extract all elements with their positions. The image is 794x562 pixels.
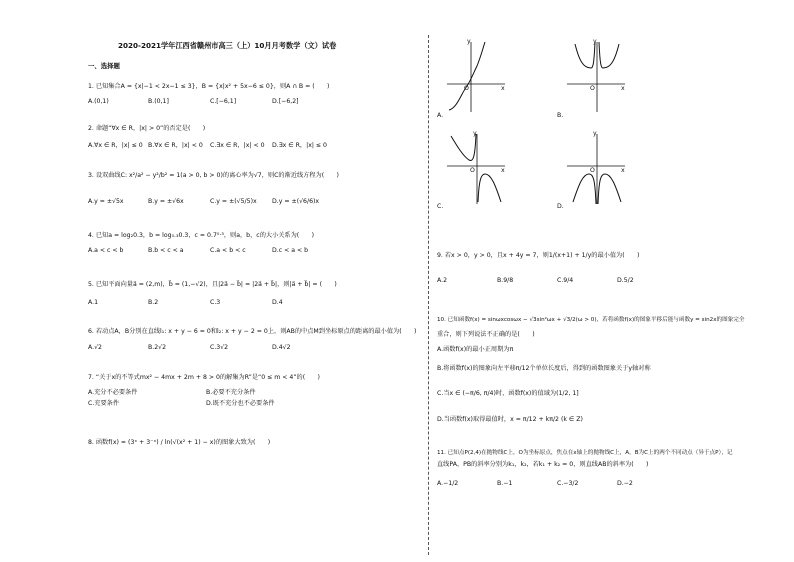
q7-option-b[interactable]: B.必要不充分条件	[206, 389, 256, 396]
q9-option-c[interactable]: C.9/4	[557, 277, 574, 284]
q5-option-c[interactable]: C.3	[210, 299, 221, 306]
question-11-stem-line2: 直线PA，PB的斜率分别为k₁，k₂，若k₁ + k₂ = 0，则直线AB的斜率为( )	[437, 461, 649, 468]
question-4-stem: 4. 已知a = log₂0.3，b = log₀.₃0.3，c = 0.7⁰·³，则a，b，c的大小关系为( )	[88, 232, 315, 239]
q7-option-c[interactable]: C.充要条件	[88, 400, 120, 407]
question-10-stem-line1: 10. 已知函数f(x) = sinωxcosωx − √3sin²ωx + √3/2(ω > 0)，若将函数f(x)的图象平移后能与函数y = sin2x的图象完全	[437, 317, 745, 323]
q4-option-a[interactable]: A.a < c < b	[88, 247, 124, 254]
graph-option-a[interactable]	[445, 38, 507, 114]
q2-option-a[interactable]: A.∀x ∈ R，|x| ≤ 0	[88, 142, 143, 149]
graph-option-c[interactable]	[445, 130, 507, 206]
q3-option-b[interactable]: B.y = ±√6x	[148, 198, 184, 205]
graph-a-origin-label: O	[464, 85, 469, 92]
question-1-stem: 1. 已知集合A = {x|−1 < 2x−1 ≤ 3}，B = {x|x² + 5x−6 ≤ 0}，则A ∩ B = ( )	[88, 83, 330, 90]
column-divider	[428, 35, 429, 555]
graph-a-x-label: x	[501, 85, 505, 92]
q6-option-c[interactable]: C.3√2	[210, 344, 229, 351]
q5-option-d[interactable]: D.4	[272, 299, 283, 306]
graph-b-y-label: y	[593, 38, 597, 45]
q6-option-b[interactable]: B.2√2	[148, 344, 167, 351]
graph-c-x-label: x	[501, 167, 505, 174]
graph-c-y-label: y	[473, 130, 477, 137]
q6-option-a[interactable]: A.√2	[88, 344, 102, 351]
graph-a-label: A.	[437, 112, 444, 119]
q7-option-a[interactable]: A.充分不必要条件	[88, 389, 138, 396]
q2-option-b[interactable]: B.∀x ∈ R，|x| < 0	[148, 142, 203, 149]
graph-d-plot	[565, 130, 627, 206]
q11-option-a[interactable]: A.−1/2	[437, 480, 459, 487]
graph-d-x-label: x	[621, 167, 625, 174]
q3-option-d[interactable]: D.y = ±(√6/6)x	[272, 198, 320, 205]
q3-option-c[interactable]: C.y = ±(√5/5)x	[210, 198, 257, 205]
q9-option-d[interactable]: D.5/2	[617, 277, 634, 284]
q4-option-d[interactable]: D.c < a < b	[272, 247, 309, 254]
exam-title: 2020-2021学年江西省赣州市高三（上）10月月考数学（文）试卷	[118, 41, 337, 50]
question-9-stem: 9. 若x > 0，y > 0，且x + 4y = 7，则1/(x+1) + 1/y的最小值为( )	[437, 252, 640, 259]
q9-option-b[interactable]: B.9/8	[497, 277, 514, 284]
q1-option-a[interactable]: A.(0,1)	[88, 98, 109, 105]
q10-option-a[interactable]: A.函数f(x)的最小正周期为π	[437, 346, 514, 353]
question-3-stem: 3. 设双曲线C: x²/a² − y²/b² = 1(a > 0, b > 0)的离心率为√7，则C的渐近线方程为( )	[88, 172, 339, 179]
question-7-stem: 7. “关于x的不等式mx² − 4mx + 2m + 8 > 0的解集为R”是“0 ≤ m < 4”的( )	[88, 374, 320, 381]
q1-option-c[interactable]: C.[−6,1]	[210, 98, 237, 105]
q4-option-c[interactable]: C.a < b < c	[210, 247, 246, 254]
question-6-stem: 6. 若动点A，B分别在直线l₁: x + y − 6 = 0和l₂: x + y − 2 = 0上，则AB的中点M到坐标原点的距离的最小值为( )	[88, 328, 417, 335]
graph-d-origin-label: O	[590, 167, 595, 174]
question-10-stem-line2: 重合，则下列说法不正确的是( )	[437, 331, 535, 338]
graph-d-y-label: y	[593, 130, 597, 137]
graph-a-plot	[445, 38, 507, 114]
question-2-stem: 2. 命题“∀x ∈ R，|x| > 0”的否定是( )	[88, 125, 206, 132]
graph-option-d[interactable]	[565, 130, 627, 206]
q7-option-d[interactable]: D.既不充分也不必要条件	[206, 400, 275, 407]
graph-b-x-label: x	[621, 85, 625, 92]
q3-option-a[interactable]: A.y = ±√5x	[88, 198, 124, 205]
graph-option-b[interactable]	[565, 38, 627, 114]
graph-b-plot	[565, 38, 627, 114]
right-column	[437, 0, 772, 562]
q11-option-c[interactable]: C.−3/2	[557, 480, 579, 487]
graph-c-origin-label: O	[470, 167, 475, 174]
q11-option-d[interactable]: D.−2	[617, 480, 633, 487]
graph-c-label: C.	[437, 203, 444, 210]
q1-option-d[interactable]: D.[−6,2]	[272, 98, 299, 105]
left-column	[88, 0, 416, 562]
graph-b-label: B.	[557, 112, 564, 119]
graph-c-plot	[445, 130, 507, 206]
q4-option-b[interactable]: B.b < c < a	[148, 247, 184, 254]
graph-d-label: D.	[557, 203, 564, 210]
q11-option-b[interactable]: B.−1	[497, 480, 513, 487]
q10-option-b[interactable]: B.将函数f(x)的图象向左平移π/12个单位长度后，得到的函数图象关于y轴对称	[437, 365, 651, 372]
question-5-stem: 5. 已知平面向量a⃗ = (2,m)，b⃗ = (1,−√2)，且|2a⃗ − b⃗| = |2a⃗ + b⃗|，则|a⃗ + b⃗| = ( )	[88, 281, 337, 288]
section-heading: 一、选择题	[88, 62, 120, 70]
question-11-stem-line1: 11. 已知点P(2,4)在抛物线C上，O为坐标原点，焦点在x轴上的抛物线C上，A，B为C上的两个不同动点（异于点P），记	[437, 450, 733, 456]
q2-option-d[interactable]: D.∃x ∈ R，|x| ≤ 0	[272, 142, 327, 149]
q10-option-d[interactable]: D.当函数f(x)取得最值时，x = π/12 + kπ/2 (k ∈ Z)	[437, 416, 583, 423]
q10-option-c[interactable]: C.当x ∈ (−π/6, π/4)时，函数f(x)的值域为(1/2, 1]	[437, 390, 579, 397]
q1-option-b[interactable]: B.(0,1]	[148, 98, 169, 105]
graph-b-origin-label: O	[590, 85, 595, 92]
q5-option-a[interactable]: A.1	[88, 299, 99, 306]
q2-option-c[interactable]: C.∃x ∈ R，|x| < 0	[210, 142, 265, 149]
graph-a-y-label: y	[467, 38, 471, 45]
q6-option-d[interactable]: D.4√2	[272, 344, 291, 351]
question-8-stem: 8. 函数f(x) = (3ˣ + 3⁻ˣ) / ln(√(x² + 1) − x)的图象大致为( )	[88, 439, 271, 446]
q9-option-a[interactable]: A.2	[437, 277, 448, 284]
q5-option-b[interactable]: B.2	[148, 299, 159, 306]
